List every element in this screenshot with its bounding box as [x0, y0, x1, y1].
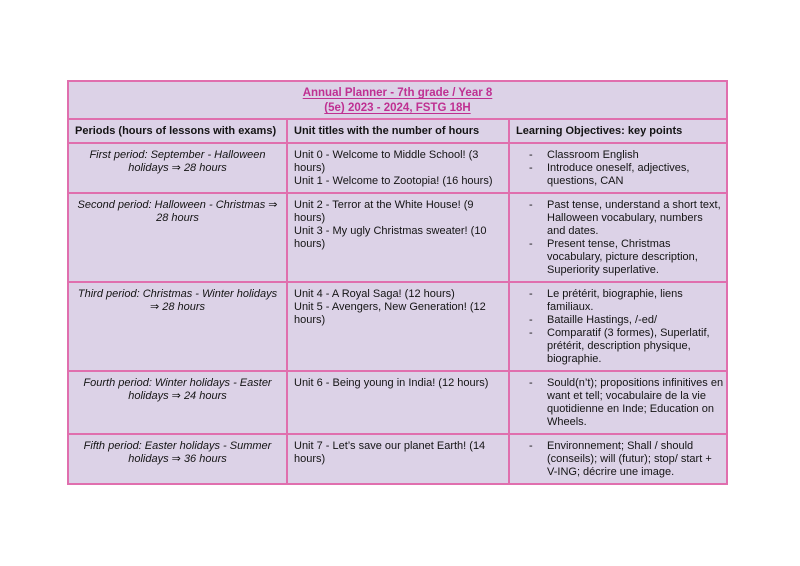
- unit-title: Unit 5 - Avengers, New Generation! (12 hours): [294, 301, 486, 326]
- unit-title: Unit 4 - A Royal Saga! (12 hours): [294, 288, 455, 300]
- objectives-list: [510, 149, 726, 188]
- units-cell: [288, 435, 510, 483]
- unit-title: Unit 0 - Welcome to Middle School! (3 hours): [294, 149, 479, 174]
- objectives-cell: [510, 435, 726, 483]
- dash-bullet: -: [529, 440, 533, 452]
- unit-title: Unit 7 - Let’s save our planet Earth! (14 hours): [294, 440, 486, 465]
- objectives-list: [510, 377, 726, 429]
- units-cell: [288, 194, 510, 281]
- objective-text: Classroom English: [547, 149, 639, 161]
- objective-text: Introduce oneself, adjectives, questions, CAN: [547, 162, 690, 187]
- period-text: Fourth period: Winter holidays - Easter holidays ⇒ 24 hours: [83, 377, 272, 402]
- table-row: [69, 370, 726, 433]
- objective-item: [510, 238, 726, 277]
- table-row: [69, 192, 726, 281]
- objectives-list: [510, 288, 726, 366]
- period-cell: [69, 283, 288, 370]
- dash-bullet: -: [529, 162, 533, 174]
- table-body: [69, 142, 726, 483]
- objective-item: [510, 199, 726, 238]
- objective-text: Environnement; Shall / should (conseils); will (futur); stop/ start + V-ING; décrire une image.: [547, 440, 712, 478]
- objectives-cell: [510, 144, 726, 192]
- units-cell: [288, 283, 510, 370]
- unit-title: Unit 3 - My ugly Christmas sweater! (10 hours): [294, 225, 487, 250]
- objective-text: Past tense, understand a short text, Halloween vocabulary, numbers and dates.: [547, 199, 721, 237]
- dash-bullet: -: [529, 377, 533, 389]
- table-title-line1: Annual Planner - 7th grade / Year 8: [302, 87, 493, 99]
- objectives-cell: [510, 194, 726, 281]
- table-row: [69, 433, 726, 483]
- objective-text: Bataille Hastings, /-ed/: [547, 314, 658, 326]
- objective-item: [510, 162, 726, 188]
- period-text: Fifth period: Easter holidays - Summer holidays ⇒ 36 hours: [83, 440, 272, 465]
- header-row: [69, 118, 726, 142]
- objectives-list: [510, 199, 726, 277]
- objective-text: Sould(n’t); propositions infinitives en want et tell; vocabulaire de la vie quotidienne en Inde; Education on Wheels.: [547, 377, 724, 428]
- objective-item: [510, 149, 726, 162]
- objective-item: [510, 440, 726, 479]
- objective-text: Comparatif (3 formes), Superlatif, prétérit, description physique, biographie.: [547, 327, 710, 365]
- header-learning-objectives: Learning Objectives: key points: [516, 125, 683, 137]
- dash-bullet: -: [529, 327, 533, 339]
- table-row: [69, 142, 726, 192]
- dash-bullet: -: [529, 238, 533, 250]
- objective-item: [510, 377, 726, 429]
- dash-bullet: -: [529, 314, 533, 326]
- objective-item: [510, 327, 726, 366]
- dash-bullet: -: [529, 199, 533, 211]
- objectives-list: [510, 440, 726, 479]
- table-title: [69, 82, 726, 118]
- unit-title: Unit 6 - Being young in India! (12 hours): [294, 377, 489, 389]
- table-title-line2: (5e) 2023 - 2024, FSTG 18H: [324, 102, 471, 114]
- annual-planner-table: [67, 80, 728, 485]
- header-unit-titles: Unit titles with the number of hours: [288, 120, 510, 142]
- objective-item: [510, 288, 726, 314]
- unit-title: Unit 2 - Terror at the White House! (9 hours): [294, 199, 474, 224]
- unit-title: Unit 1 - Welcome to Zootopia! (16 hours): [294, 175, 493, 187]
- objectives-cell: [510, 283, 726, 370]
- objective-text: Le prétérit, biographie, liens familiaux.: [547, 288, 683, 313]
- units-cell: [288, 144, 510, 192]
- objectives-cell: [510, 372, 726, 433]
- period-cell: [69, 194, 288, 281]
- objective-item: [510, 314, 726, 327]
- period-text: First period: September - Halloween holidays ⇒ 28 hours: [89, 149, 266, 174]
- period-text: Second period: Halloween - Christmas ⇒ 28 hours: [77, 199, 278, 224]
- objective-text: Present tense, Christmas vocabulary, picture description, Superiority superlative.: [547, 238, 698, 276]
- dash-bullet: -: [529, 288, 533, 300]
- header-periods: Periods (hours of lessons with exams): [69, 120, 288, 142]
- table-row: [69, 281, 726, 370]
- period-cell: [69, 372, 288, 433]
- dash-bullet: -: [529, 149, 533, 161]
- period-cell: [69, 435, 288, 483]
- period-text: Third period: Christmas - Winter holidays ⇒ 28 hours: [77, 288, 278, 313]
- units-cell: [288, 372, 510, 433]
- period-cell: [69, 144, 288, 192]
